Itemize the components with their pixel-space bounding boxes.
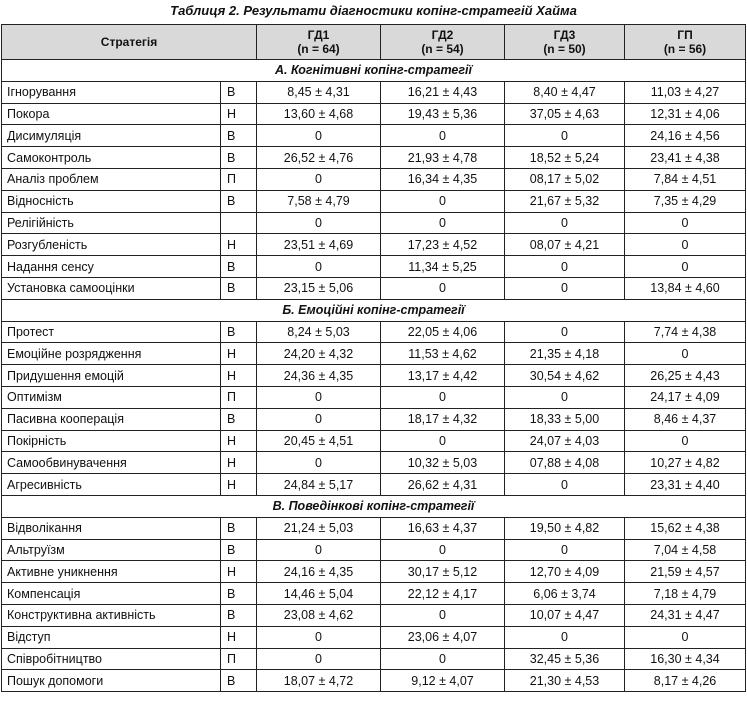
table-row: [2, 648, 746, 670]
strategy-name-cell: Покірність: [2, 430, 221, 452]
value-cell: 0: [381, 125, 505, 147]
value-cell: 8,24 ± 5,03: [257, 321, 381, 343]
value-cell: 19,50 ± 4,82: [505, 517, 625, 539]
strategy-name-cell: Релігійність: [2, 212, 221, 234]
value-cell: 23,15 ± 5,06: [257, 277, 381, 299]
strategy-type-cell: В: [221, 583, 257, 605]
value-cell: 13,17 ± 4,42: [381, 365, 505, 387]
table-body: [2, 60, 746, 692]
value-cell: 18,07 ± 4,72: [257, 670, 381, 692]
value-cell: 7,84 ± 4,51: [625, 168, 746, 190]
strategy-name-cell: Компенсація: [2, 583, 221, 605]
table-row: [2, 670, 746, 692]
value-cell: 12,31 ± 4,06: [625, 103, 746, 125]
table-row: [2, 517, 746, 539]
strategy-name-cell: Ігнорування: [2, 81, 221, 103]
value-cell: 0: [505, 212, 625, 234]
value-cell: 21,93 ± 4,78: [381, 147, 505, 169]
value-cell: 16,30 ± 4,34: [625, 648, 746, 670]
table-row: [2, 256, 746, 278]
value-cell: 7,35 ± 4,29: [625, 190, 746, 212]
value-cell: 0: [257, 256, 381, 278]
header-group-name: ГД2: [431, 28, 454, 42]
strategy-name-cell: Агресивність: [2, 474, 221, 496]
strategy-type-cell: [221, 212, 257, 234]
value-cell: 37,05 ± 4,63: [505, 103, 625, 125]
value-cell: 15,62 ± 4,38: [625, 517, 746, 539]
value-cell: 0: [505, 256, 625, 278]
strategy-name-cell: Пасивна кооперація: [2, 408, 221, 430]
section-header-row: [2, 299, 746, 321]
value-cell: 30,17 ± 5,12: [381, 561, 505, 583]
value-cell: 0: [257, 212, 381, 234]
value-cell: 11,34 ± 5,25: [381, 256, 505, 278]
value-cell: 0: [625, 626, 746, 648]
strategy-type-cell: В: [221, 408, 257, 430]
table-row: [2, 539, 746, 561]
strategy-name-cell: Відносність: [2, 190, 221, 212]
strategy-type-cell: В: [221, 256, 257, 278]
value-cell: 0: [505, 125, 625, 147]
value-cell: 0: [257, 125, 381, 147]
strategy-type-cell: В: [221, 147, 257, 169]
value-cell: 0: [257, 648, 381, 670]
value-cell: 10,07 ± 4,47: [505, 604, 625, 626]
strategy-name-cell: Оптимізм: [2, 386, 221, 408]
value-cell: 26,62 ± 4,31: [381, 474, 505, 496]
value-cell: 0: [625, 234, 746, 256]
value-cell: 21,35 ± 4,18: [505, 343, 625, 365]
value-cell: 22,12 ± 4,17: [381, 583, 505, 605]
value-cell: 30,54 ± 4,62: [505, 365, 625, 387]
strategy-type-cell: Н: [221, 103, 257, 125]
header-group-name: ГД3: [553, 28, 576, 42]
table-row: [2, 234, 746, 256]
value-cell: 0: [381, 539, 505, 561]
table-row: [2, 604, 746, 626]
value-cell: 24,31 ± 4,47: [625, 604, 746, 626]
value-cell: 0: [625, 343, 746, 365]
strategy-type-cell: Н: [221, 626, 257, 648]
table-row: [2, 343, 746, 365]
strategy-name-cell: Розгубленість: [2, 234, 221, 256]
strategy-name-cell: Придушення емоцій: [2, 365, 221, 387]
value-cell: 12,70 ± 4,09: [505, 561, 625, 583]
strategy-type-cell: Н: [221, 430, 257, 452]
value-cell: 6,06 ± 3,74: [505, 583, 625, 605]
table-row: [2, 452, 746, 474]
header-group-n: (n = 64): [297, 42, 340, 56]
table-row: [2, 386, 746, 408]
value-cell: 24,84 ± 5,17: [257, 474, 381, 496]
strategy-type-cell: В: [221, 604, 257, 626]
strategy-name-cell: Конструктивна активність: [2, 604, 221, 626]
value-cell: 0: [505, 539, 625, 561]
value-cell: 23,08 ± 4,62: [257, 604, 381, 626]
strategy-name-cell: Установка самооцінки: [2, 277, 221, 299]
value-cell: 17,23 ± 4,52: [381, 234, 505, 256]
value-cell: 22,05 ± 4,06: [381, 321, 505, 343]
table-row: [2, 561, 746, 583]
value-cell: 24,16 ± 4,56: [625, 125, 746, 147]
strategy-name-cell: Відступ: [2, 626, 221, 648]
value-cell: 0: [257, 408, 381, 430]
table-row: [2, 81, 746, 103]
header-group-n: (n = 50): [543, 42, 586, 56]
strategy-name-cell: Аналіз проблем: [2, 168, 221, 190]
table-row: [2, 147, 746, 169]
table-row: [2, 583, 746, 605]
value-cell: 0: [257, 168, 381, 190]
header-group-n: (n = 56): [663, 42, 707, 56]
value-cell: 07,88 ± 4,08: [505, 452, 625, 474]
section-header-row: [2, 495, 746, 517]
strategy-type-cell: Н: [221, 343, 257, 365]
strategy-name-cell: Відволікання: [2, 517, 221, 539]
value-cell: 0: [505, 626, 625, 648]
table-row: [2, 408, 746, 430]
value-cell: 24,07 ± 4,03: [505, 430, 625, 452]
table-row: [2, 430, 746, 452]
strategy-name-cell: Самообвинувачення: [2, 452, 221, 474]
strategy-name-cell: Співробітництво: [2, 648, 221, 670]
header-row: [2, 25, 746, 60]
value-cell: 7,58 ± 4,79: [257, 190, 381, 212]
section-title: В. Поведінкові копінг-стратегії: [2, 495, 746, 517]
strategy-type-cell: В: [221, 321, 257, 343]
value-cell: 24,20 ± 4,32: [257, 343, 381, 365]
strategy-type-cell: Н: [221, 474, 257, 496]
value-cell: 13,60 ± 4,68: [257, 103, 381, 125]
value-cell: 08,17 ± 5,02: [505, 168, 625, 190]
strategy-type-cell: В: [221, 125, 257, 147]
value-cell: 0: [381, 648, 505, 670]
value-cell: 0: [381, 604, 505, 626]
value-cell: 0: [257, 386, 381, 408]
table-row: [2, 626, 746, 648]
table-row: [2, 168, 746, 190]
strategy-type-cell: Н: [221, 234, 257, 256]
value-cell: 0: [505, 277, 625, 299]
strategy-type-cell: П: [221, 168, 257, 190]
strategy-name-cell: Самоконтроль: [2, 147, 221, 169]
value-cell: 10,32 ± 5,03: [381, 452, 505, 474]
header-strategy: Стратегія: [2, 25, 257, 60]
value-cell: 0: [257, 452, 381, 474]
table-row: [2, 474, 746, 496]
value-cell: 24,17 ± 4,09: [625, 386, 746, 408]
value-cell: 21,67 ± 5,32: [505, 190, 625, 212]
value-cell: 8,40 ± 4,47: [505, 81, 625, 103]
table-row: [2, 212, 746, 234]
coping-strategies-table: [1, 24, 746, 692]
table-row: [2, 125, 746, 147]
value-cell: 11,53 ± 4,62: [381, 343, 505, 365]
value-cell: 23,06 ± 4,07: [381, 626, 505, 648]
header-group-name: ГП: [677, 28, 693, 42]
value-cell: 20,45 ± 4,51: [257, 430, 381, 452]
header-group-name: ГД1: [307, 28, 330, 42]
value-cell: 11,03 ± 4,27: [625, 81, 746, 103]
table-row: [2, 321, 746, 343]
section-header-row: [2, 60, 746, 82]
value-cell: 8,17 ± 4,26: [625, 670, 746, 692]
value-cell: 7,18 ± 4,79: [625, 583, 746, 605]
value-cell: 13,84 ± 4,60: [625, 277, 746, 299]
value-cell: 08,07 ± 4,21: [505, 234, 625, 256]
value-cell: 24,16 ± 4,35: [257, 561, 381, 583]
strategy-type-cell: В: [221, 670, 257, 692]
value-cell: 10,27 ± 4,82: [625, 452, 746, 474]
value-cell: 0: [625, 212, 746, 234]
strategy-name-cell: Емоційне розрядження: [2, 343, 221, 365]
value-cell: 8,45 ± 4,31: [257, 81, 381, 103]
value-cell: 21,59 ± 4,57: [625, 561, 746, 583]
header-group-gd3: [505, 25, 625, 60]
strategy-name-cell: Дисимуляція: [2, 125, 221, 147]
strategy-name-cell: Активне уникнення: [2, 561, 221, 583]
table-row: [2, 365, 746, 387]
header-group-gd1: [257, 25, 381, 60]
strategy-type-cell: Н: [221, 561, 257, 583]
value-cell: 23,51 ± 4,69: [257, 234, 381, 256]
value-cell: 0: [625, 430, 746, 452]
strategy-type-cell: В: [221, 517, 257, 539]
strategy-name-cell: Протест: [2, 321, 221, 343]
header-group-n: (n = 54): [421, 42, 464, 56]
value-cell: 0: [381, 212, 505, 234]
strategy-type-cell: Н: [221, 452, 257, 474]
value-cell: 0: [257, 539, 381, 561]
value-cell: 18,33 ± 5,00: [505, 408, 625, 430]
strategy-type-cell: П: [221, 386, 257, 408]
strategy-type-cell: В: [221, 539, 257, 561]
strategy-name-cell: Альтруїзм: [2, 539, 221, 561]
strategy-name-cell: Пошук допомоги: [2, 670, 221, 692]
value-cell: 18,17 ± 4,32: [381, 408, 505, 430]
value-cell: 26,52 ± 4,76: [257, 147, 381, 169]
value-cell: 16,21 ± 4,43: [381, 81, 505, 103]
value-cell: 16,63 ± 4,37: [381, 517, 505, 539]
value-cell: 7,04 ± 4,58: [625, 539, 746, 561]
value-cell: 0: [625, 256, 746, 278]
table-row: [2, 190, 746, 212]
value-cell: 24,36 ± 4,35: [257, 365, 381, 387]
value-cell: 21,24 ± 5,03: [257, 517, 381, 539]
value-cell: 32,45 ± 5,36: [505, 648, 625, 670]
strategy-type-cell: В: [221, 190, 257, 212]
value-cell: 0: [381, 386, 505, 408]
value-cell: 0: [505, 474, 625, 496]
value-cell: 0: [257, 626, 381, 648]
value-cell: 0: [505, 386, 625, 408]
value-cell: 0: [381, 430, 505, 452]
header-group-gp: [625, 25, 746, 60]
table-row: [2, 277, 746, 299]
strategy-type-cell: В: [221, 81, 257, 103]
value-cell: 26,25 ± 4,43: [625, 365, 746, 387]
strategy-type-cell: П: [221, 648, 257, 670]
value-cell: 23,41 ± 4,38: [625, 147, 746, 169]
value-cell: 16,34 ± 4,35: [381, 168, 505, 190]
strategy-name-cell: Покора: [2, 103, 221, 125]
value-cell: 19,43 ± 5,36: [381, 103, 505, 125]
header-group-gd2: [381, 25, 505, 60]
strategy-name-cell: Надання сенсу: [2, 256, 221, 278]
value-cell: 9,12 ± 4,07: [381, 670, 505, 692]
section-title: Б. Емоційні копінг-стратегії: [2, 299, 746, 321]
strategy-type-cell: В: [221, 277, 257, 299]
value-cell: 8,46 ± 4,37: [625, 408, 746, 430]
value-cell: 0: [381, 190, 505, 212]
value-cell: 0: [505, 321, 625, 343]
value-cell: 7,74 ± 4,38: [625, 321, 746, 343]
table-title: Таблиця 2. Результати діагностики копінг-стратегій Хайма: [170, 3, 577, 18]
table-row: [2, 103, 746, 125]
value-cell: 18,52 ± 5,24: [505, 147, 625, 169]
value-cell: 14,46 ± 5,04: [257, 583, 381, 605]
section-title: А. Когнітивні копінг-стратегії: [2, 60, 746, 82]
strategy-type-cell: Н: [221, 365, 257, 387]
value-cell: 21,30 ± 4,53: [505, 670, 625, 692]
value-cell: 0: [381, 277, 505, 299]
value-cell: 23,31 ± 4,40: [625, 474, 746, 496]
